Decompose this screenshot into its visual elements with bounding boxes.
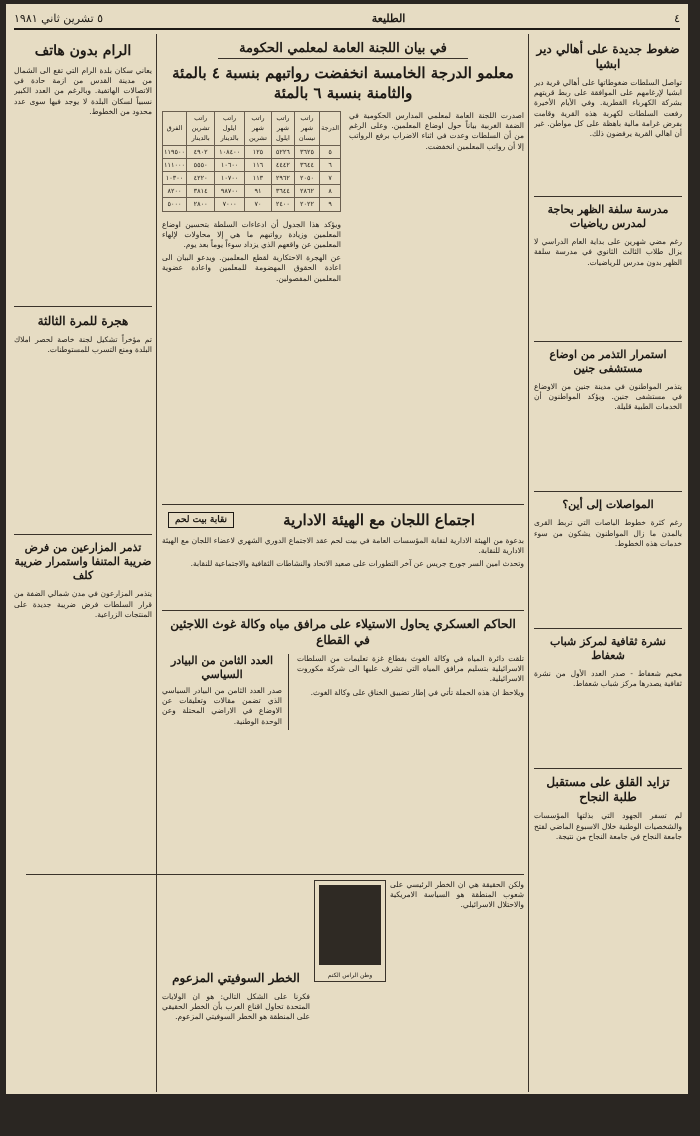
table-cell: ١٠٨٤٠٠ xyxy=(215,145,245,158)
headline-najah-students: تزايد القلق على مستقبل طلبة النجاح xyxy=(534,768,682,805)
table-cell: ٢٠٥٠ xyxy=(294,172,319,185)
table-cell: ١١١٠٠٠ xyxy=(163,158,187,171)
left-column xyxy=(14,34,152,1089)
table-cell: ٤٢٢٠ xyxy=(187,172,215,185)
header-date: ٥ تشرين ثاني ١٩٨١ xyxy=(14,11,104,25)
article-body: بدعوة من الهيئة الادارية لنقابة المؤسسات العامة في بيت لحم عقد الاجتماع الدوري الشهري لاعضاء اللجان مع الهيئة الادارية للنقابة. xyxy=(162,536,524,556)
headline-school-math: مدرسة سلفة الظهر بحاجة لمدرس رياضيات xyxy=(534,196,682,231)
table-cell: ١٠٣٠٠ xyxy=(163,172,187,185)
table-cell: ٢٠٢٢ xyxy=(294,198,319,211)
table-cell: ٣٦٤٤ xyxy=(294,158,319,171)
water-article xyxy=(162,616,524,871)
table-cell: ١١٩٥٠٠ xyxy=(163,145,187,158)
photo-box xyxy=(314,880,386,982)
bayader-headline: العدد الثامن من البيادر السياسي xyxy=(170,654,274,681)
table-cell: ٨٢٠٠ xyxy=(163,185,187,198)
meeting-headline: اجتماع اللجان مع الهيئة الادارية xyxy=(283,511,475,529)
section-rule xyxy=(162,610,524,611)
photo-caption: وطن الراس الكتم xyxy=(327,972,373,979)
photo-image xyxy=(319,885,381,965)
table-cell: ٣٨١٤ xyxy=(187,185,215,198)
article-body: صدر العدد الثامن من البيادر السياسي الذي تضمن مقالات وتعليقات عن الاوضاع في الاراضي المحتلة وعن الوحدة الوطنية. xyxy=(162,686,282,726)
table-cell: ٥ xyxy=(320,145,341,158)
newspaper-page xyxy=(6,4,688,1094)
table-header: راتب شهر نيسان xyxy=(294,112,319,146)
table-cell: ١١٣ xyxy=(244,172,271,185)
water-body-column xyxy=(297,654,524,730)
table-row xyxy=(163,198,341,211)
header-page-number: ٤ xyxy=(674,11,680,25)
teachers-headline: معلمو الدرجة الخامسة انخفضت رواتبهم بنسبة ٤ بالمئة والثامنة بنسبة ٦ بالمئة xyxy=(172,64,514,102)
article-body: وتحدث امين السر جورج جريس عن آخر التطورات على صعيد الاتحاد والنشاطات الثقافية والاجتماعية للنقابة. xyxy=(190,559,524,569)
table-header: راتب شهر تشرين xyxy=(244,112,271,146)
table-row xyxy=(163,185,341,198)
article-body: يتذمر المزارعون في مدن شمالي الضفة من قرار السلطات فرض ضريبة جديدة على المنتجات الزراعية. xyxy=(14,589,152,619)
soviet-article xyxy=(162,880,310,1090)
table-cell: ١٠٧٠٠ xyxy=(215,172,245,185)
article-body: لم تسفر الجهود التي بذلتها المؤسسات والشخصيات الوطنية خلال الاسبوع الماضي لفتح جامعة النجاح في جامعة النجاح من نتيجة. xyxy=(534,811,682,841)
table-header: راتب تشرين بالدينار xyxy=(187,112,215,146)
table-header: راتب شهر ايلول xyxy=(271,112,294,146)
table-cell: ٧ xyxy=(320,172,341,185)
article-body: تواصل السلطات ضغوطاتها على أهالي قرية دير ابشيا لإرغامهم على الموافقة على ربط قريتهم بشركة الكهرباء القطرية. وفي الأيام الأخيرة رفعت السلطات لكهربة هذه القرية وقامت بفرض غرامة مالية باهظة على كل مواطن. غير أن اهالي القرية يرفضون ذلك. xyxy=(534,78,682,139)
article-body: ولكن الحقيقة هي ان الخطر الرئيسي على شعوب المنطقة هو السياسة الامريكية والاحتلال الاسرائيلي. xyxy=(390,880,524,910)
column-rule xyxy=(528,34,529,1092)
table-row xyxy=(163,172,341,185)
table-cell: ٧٠ xyxy=(244,198,271,211)
article-body: ويلاحظ ان هذه الحملة تأتي في إطار تضييق الخناق على وكالة الغوث. xyxy=(310,687,524,697)
table-cell: ١٠٦٠٠ xyxy=(215,158,245,171)
table-cell: ٢٨٦٢ xyxy=(294,185,319,198)
table-cell: ٢٨٠٠ xyxy=(187,198,215,211)
water-headline: الحاكم العسكري يحاول الاستيلاء على مرافق مياه وكالة غوث اللاجئين في القطاع xyxy=(170,617,516,647)
table-cell: ٩ xyxy=(320,198,341,211)
article-body: فكرنا على الشكل التالي: هو ان الولايات المتحدة تحاول اقناع العرب بأن الخطر الحقيقي على المنطقة هو الخطر السوفيتي المزعوم. xyxy=(162,992,310,1022)
table-header-row xyxy=(163,112,341,146)
article-body: مخيم شعفاط - صدر العدد الأول من نشرة ثقافية يصدرها مركز شباب شعفاط. xyxy=(534,669,682,689)
headline-dir-abshia: ضغوط جديدة على أهالي دير ابشيا xyxy=(536,42,680,71)
nakaba-badge: نقابة بيت لحم xyxy=(168,512,234,528)
headline-third-migration: هجرة للمرة الثالثة xyxy=(14,306,152,329)
table-cell: ٢٤٠٠ xyxy=(271,198,294,211)
table-cell: ٣٦٢٥ xyxy=(294,145,319,158)
table-header: الدرجة xyxy=(320,112,341,146)
table-cell: ٢٩٦٢ xyxy=(271,172,294,185)
headline-farmers-tax: تذمر المزارعين من فرض ضريبة المتنفا واستمرار ضريبة كلف xyxy=(14,534,152,583)
article-body: اصدرت اللجنة العامة لمعلمي المدارس الحكومية في الضفة الغربية بياناً حول اوضاع المعلمين. وعلى الرغم من أن السلطات وعدت في اثناء الاضراب برفع الرواتب إلا أن رواتب المعلمين انخفضت. xyxy=(349,111,524,151)
article-body: يتذمر المواطنون في مدينة جنين من الاوضاع في مستشفى جنين. ويؤكد المواطنون أن الخدمات الطبية قليلة. xyxy=(534,381,682,412)
salary-table xyxy=(162,111,341,212)
headline-ram-phones: الرام بدون هاتف xyxy=(34,43,132,59)
article-body: رغم كثرة خطوط الباصات التي تربط القرى بالمدن ما زال المواطنون يشكون من سوء خدمات هذه الخطوط. xyxy=(534,518,682,548)
teachers-kicker: في بيان اللجنة العامة لمعلمي الحكومة xyxy=(218,40,468,59)
salary-table-container xyxy=(162,111,341,287)
teachers-intro-column xyxy=(349,111,524,287)
section-rule xyxy=(162,504,524,505)
table-row xyxy=(163,158,341,171)
table-cell: ١٢٥ xyxy=(244,145,271,158)
table-row xyxy=(163,145,341,158)
article-body: تم مؤخراً تشكيل لجنة خاصة لحصر املاك البلدة ومنع التسرب للمستوطنات. xyxy=(14,335,152,355)
table-cell: ٣٦٤٤ xyxy=(271,185,294,198)
teachers-article xyxy=(162,34,524,504)
page-header xyxy=(14,8,680,30)
article-body: تلقت دائرة المياه في وكالة الغوث بقطاع غزة تعليمات من السلطات الاسرائيلية بتسليم مرافق المياه التي تشرف عليها الى شركة مكوروت الاسرائيلية. xyxy=(297,654,524,684)
header-section: الطليعة xyxy=(371,11,406,25)
bayader-box xyxy=(162,654,289,730)
headline-transport: المواصلات إلى أين؟ xyxy=(534,491,682,512)
table-cell: ٧٠٠٠ xyxy=(215,198,245,211)
table-cell: ٥٠٠٠ xyxy=(163,198,187,211)
table-cell: ٩١ xyxy=(244,185,271,198)
table-cell: ٤٩٠٢ xyxy=(187,145,215,158)
table-cell: ٥٢٢٦ xyxy=(271,145,294,158)
column-rule xyxy=(156,34,157,1092)
table-cell: ٦ xyxy=(320,158,341,171)
headline-shuafat-bulletin: نشرة ثقافية لمركز شباب شعفاط xyxy=(534,628,682,663)
soviet-headline: الخطر السوفيتي المزعوم xyxy=(172,971,300,985)
table-cell: ١١٦ xyxy=(244,158,271,171)
table-cell: ٨ xyxy=(320,185,341,198)
article-body: رغم مضي شهرين على بداية العام الدراسي لا يزال طلاب الثالث الثانوي في مدرسة سلفة الظهر بدون مدرس للرياضيات. xyxy=(534,237,682,267)
table-cell: ٥٥٥٠ xyxy=(187,158,215,171)
soviet-article-cont xyxy=(390,880,524,1090)
table-cell: ٤٤٤٢ xyxy=(271,158,294,171)
meeting-article xyxy=(162,510,524,610)
article-body: ويؤكد هذا الجدول أن ادعاءات السلطة بتحسين اوضاع المعلمين وزيادة رواتبهم ما هي إلا محاولات لإلهاء المعلمين عن واقعهم الذي يزداد سوءاً يوماً بعد يوم. xyxy=(162,219,341,250)
table-header: الفرق xyxy=(163,112,187,146)
headline-jenin-hospital: استمرار التذمر من اوضاع مستشفى جنين xyxy=(534,341,682,376)
right-column xyxy=(534,34,682,1089)
article-body: يعاني سكان بلدة الرام التي تقع الى الشمال من مدينة القدس من ازمة حادة في الاتصالات الهاتفية. وبالرغم من العدد الكبير نسبياً لسكان البلدة لا يوجد فيها سوى عدد محدود من الخطوط. xyxy=(14,66,152,116)
article-body: عن الهجرة الاحتكارية لقطع المعلمين. ويدعو البيان الى اعادة الحقوق المهضومة للمعلمين واعادة عضوية المعلمين المفصولين. xyxy=(162,253,341,283)
table-cell: ٩٨٧٠٠ xyxy=(215,185,245,198)
table-header: راتب ايلول بالدينار xyxy=(215,112,245,146)
